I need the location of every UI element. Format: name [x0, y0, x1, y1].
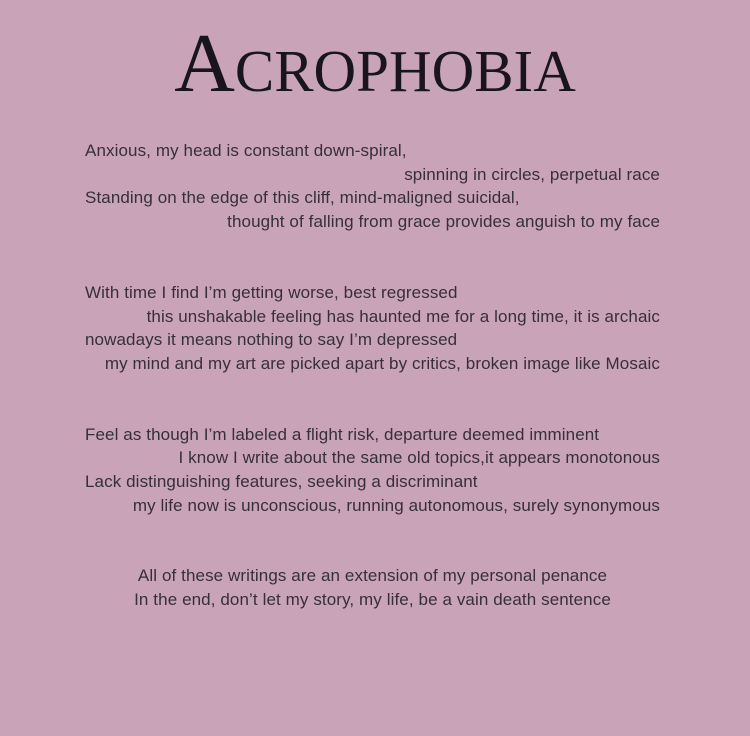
poem-stanza-4	[85, 564, 660, 611]
poem-body	[85, 139, 660, 612]
poem-line: Feel as though I’m labeled a flight risk, departure deemed imminent	[85, 424, 600, 444]
poem-line: I know I write about the same old topics,it appears monotonous	[178, 448, 660, 468]
poem-line: spinning in circles, perpetual race	[404, 164, 660, 184]
poem-line: Lack distinguishing features, seeking a discriminant	[85, 472, 478, 492]
poem-line: thought of falling from grace provides anguish to my face	[227, 212, 660, 232]
poem-stanza-1	[85, 139, 660, 234]
poem-line: With time I find I’m getting worse, best regressed	[85, 282, 458, 302]
poem-line: this unshakable feeling has haunted me for a long time, it is archaic	[146, 306, 660, 326]
poem-title: Acrophobia	[174, 17, 576, 110]
poem-line: my mind and my art are picked apart by critics, broken image like Mosaic	[104, 353, 660, 373]
poem-line: nowadays it means nothing to say I’m depressed	[85, 330, 458, 350]
poem-line: All of these writings are an extension of my personal penance	[137, 566, 608, 586]
poem-stanza-2	[85, 281, 660, 376]
poem-line: In the end, don’t let my story, my life, be a vain death sentence	[134, 590, 611, 610]
poem-line: my life now is unconscious, running autonomous, surely synonymous	[132, 495, 660, 515]
poem-line: Standing on the edge of this cliff, mind-maligned suicidal,	[85, 188, 520, 208]
poem-line: Anxious, my head is constant down-spiral,	[85, 141, 407, 160]
poem-stanza-3	[85, 423, 660, 518]
